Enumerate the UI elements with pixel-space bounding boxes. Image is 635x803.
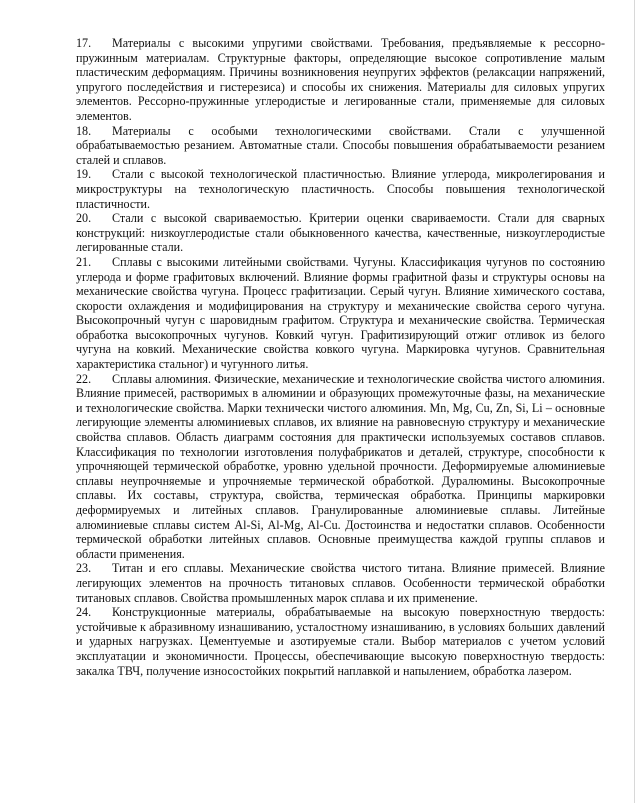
item-text: Стали с высокой технологической пластичностью. Влияние углерода, микролегирования и микроструктуры на технологическую пластичность. Способы повышения технологической пластичности. [76,167,605,211]
item-text: Материалы с особыми технологическими свойствами. Стали с улучшенной обрабатываемостью резанием. Автоматные стали. Способы повышения обрабатываемости резанием сталей и сплавов. [76,123,605,167]
item-text: Конструкционные материалы, обрабатываемые на высокую поверхностную твердость: устойчивые к абразивному изнашиванию, усталостному изнашиванию, в условиях больших давлений и ударных нагрузках. Цементуемые и азотируемые стали. Выбор материалов с учетом условий эксплуатации и экономичности. Процессы, обеспечивающие высокую поверхностную твердость: закалка ТВЧ, получение износостойких покрытий наплавкой и напылением, обработка лазером. [76,605,605,678]
item-number: 23. [76,561,92,576]
item-text: Титан и его сплавы. Механические свойства чистого титана. Влияние примесей. Влияние легирующих элементов на прочность титановых сплавов. Особенности термической обработки титановых сплавов. Свойства промышленных марок сплава и их применение. [76,561,605,605]
list-item-23 [76,561,605,605]
item-number: 24. [76,605,92,620]
item-text: Стали с высокой свариваемостью. Критерии оценки свариваемости. Стали для сварных конструкций: низкоуглеродистые стали обыкновенного качества, качественные, низкоуглеродистые легированные стали. [76,211,605,255]
item-number: 18. [76,123,92,138]
question-list [76,36,605,678]
item-text: Материалы с высокими упругими свойствами. Требования, предъявляемые к рессорно-пружинным материалам. Структурные факторы, определяющие высокое сопротивление малым пластическим деформациям. Причины возникновения неупругих эффектов (релаксации напряжений, упругого последействия и гистерезиса) и способы их снижения. Материалы для силовых упругих элементов. Рессорно-пружинные углеродистые и легированные стали, применяемые для силовых элементов. [76,36,605,123]
item-number: 17. [76,36,92,50]
item-number: 22. [76,371,92,386]
item-number: 19. [76,167,92,182]
list-item-19 [76,167,605,211]
list-item-21 [76,255,605,372]
list-item-22 [76,372,605,562]
list-item-17 [76,36,605,124]
item-number: 21. [76,254,92,269]
list-item-20 [76,211,605,255]
item-number: 20. [76,211,92,226]
list-item-24 [76,605,605,678]
list-item-18 [76,124,605,168]
item-text: Сплавы с высокими литейными свойствами. Чугуны. Классификация чугунов по состоянию углерода и форме графитовых включений. Влияние формы графитной фазы и структуры основы на механические свойства чугуна. Процесс графитизации. Серый чугун. Влияние химического состава, скорости охлаждения и модифицирования на структуру и механические свойства серого чугуна. Высокопрочный чугун с шаровидным графитом. Структура и механические свойства. Термическая обработка высокопрочных чугунов. Ковкий чугун. Графитизирующий отжиг отливок из белого чугуна на ковкий. Механические свойства ковкого чугуна. Маркировка чугунов. Сравнительная характеристика стальног) и чугунного литья. [76,254,605,372]
item-text: Сплавы алюминия. Физические, механические и технологические свойства чистого алюминия. Влияние примесей, растворимых в алюминии и образующих промежуточные фазы, на механические и технологические свойства. Марки технически чистого алюминия. Mn, Mg, Cu, Zn, Si, Li – основные легирующие элементы алюминиевых сплавов, их влияние на равновесную структуру и механические свойства сплавов. Область диаграмм состояния для практически используемых составов сплавов. Классификация по технологии изготовления полуфабрикатов и деталей, структуре, способности к упрочняющей термической обработке, уровню удельной прочности. Деформируемые алюминиевые сплавы неупрочняемые и упрочняемые термической обработкой. Дуралюмины. Высокопрочные сплавы. Их составы, структура, свойства, термическая обработка. Принципы маркировки деформируемых и литейных сплавов. Гранулированные алюминиевые сплавы. Литейные алюминиевые сплавы систем Al-Si, Al-Mg, Al-Cu. Достоинства и недостатки сплавов. Особенности термической обработки литейных сплавов. Основные преимущества каждой группы сплавов и области применения. [76,371,605,561]
